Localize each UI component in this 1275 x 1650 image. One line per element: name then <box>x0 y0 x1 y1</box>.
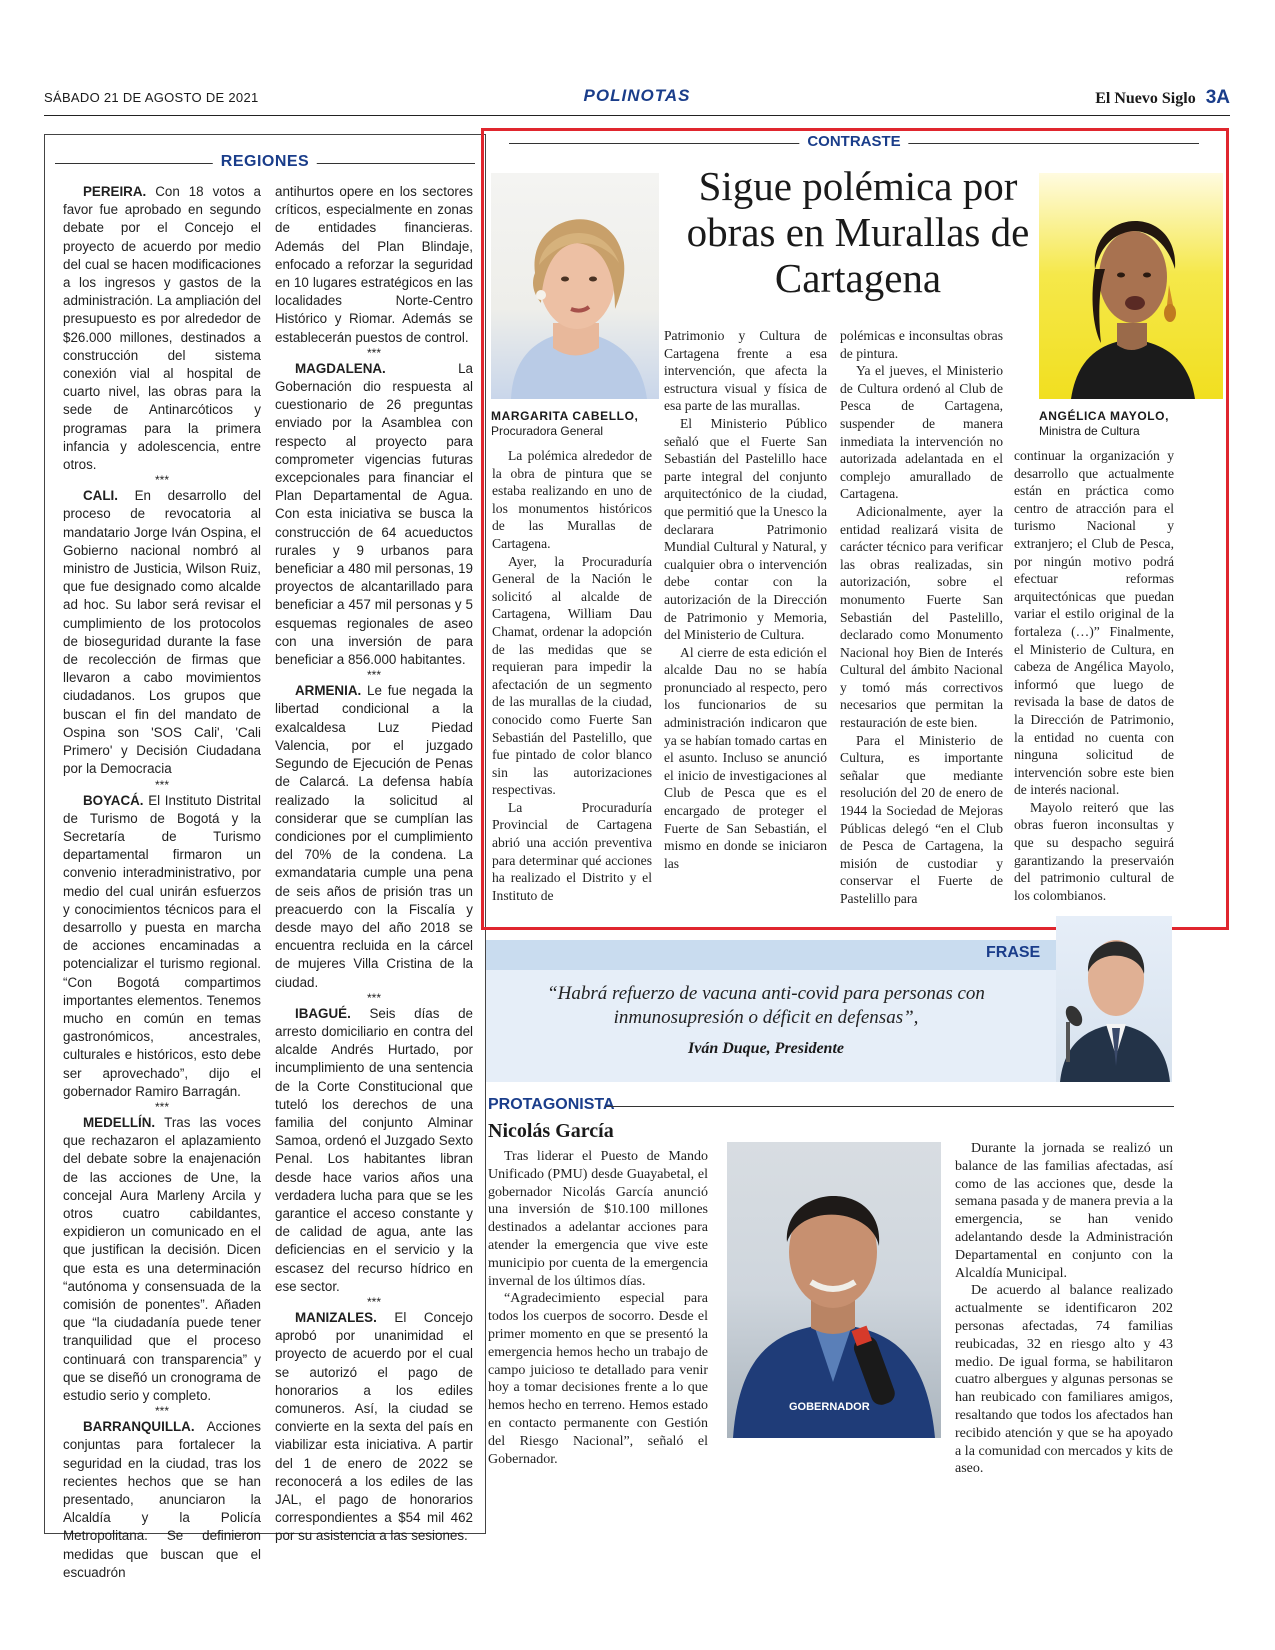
article-column-3: polémicas e inconsultas obras de pintura. Ya el jueves, el Ministerio de Cultura ordenó al Club de Pesca de Cartagena, suspender de manera inmediata la intervención no autorizada adelantada en el complejo amurallado de Cartagena. Adicionalmente, ayer la entidad realizará visita de carácter técnico para verificar las obras realizadas, sin autorización, sobre el monumento Fuerte San Sebastián del Pastelillo, declarado como Monumento Nacional hoy Bien de Interés Cultural del ámbito Nacional y tomó más correctivos necesarios que permitan la restauración de este bien. Para el Ministerio de Cultura, es importante señalar que mediante resolución del 20 de enero de 1944 la Sociedad de Mejoras Públicas delegó “en el Club de Pesca de Cartagena, la misión de custodiar y conservar el Fuerte de Pastelillo para <box>840 328 1003 906</box>
regiones-column-2 <box>275 183 473 1546</box>
separator: *** <box>366 990 381 1005</box>
regiones-heading: REGIONES <box>55 153 475 173</box>
separator: *** <box>154 1404 169 1419</box>
separator: *** <box>154 777 169 792</box>
article-column-4: continuar la organización y desarrollo que actualmente están en práctica como centro de atracción para el turismo Nacional y extranjero; el Club de Pesca, por ningún motivo podrá efectuar reformas arquitectónicas que puedan variar el estilo original de la fortaleza (…)” Finalmente, el Ministerio de Cultura, en cabeza de Angélica Mayolo, informó que luego de revisada la base de datos de la Dirección de Patrimonio, la entidad no cuenta con ninguna solicitud de intervención sobre este bien de interés nacional. Mayolo reiteró que las obras fueron inconsultas y que su despacho seguirá garantizando la preservaión del patrimonio cultural de los colombianos. <box>1014 448 1174 903</box>
contraste-article <box>481 128 1229 930</box>
nicolas-garcia-photo <box>727 1142 941 1438</box>
brief-pereira: PEREIRA. Con 18 votos a favor fue aprobado en segundo debate por el Concejo el proyecto de acuerdo por medio del cual se hacen modificaciones a los ingresos y gastos de la administración. La ampliación del presupuesto es por alrededor de $26.000 millones, destinados a construcción del sistema conexión vial al hospital de cuarto nivel, las obras para la sede de Antinarcóticos y programas para la primera infancia y adolescencia, entre otros. <box>63 184 261 473</box>
brief-barranquilla-continued: antihurtos opere en los sectores críticos, especialmente en zonas de entidades financieras. Además del Plan Blindaje, enfocado a reforzar la seguridad en 10 lugares estratégicos en las localidades Norte-Centro Histórico y Riomar. Además se establecerán puestos de control. <box>275 184 473 345</box>
brief-barranquilla: BARRANQUILLA. Acciones conjuntas para fortalecer la seguridad en la ciudad, tras los recientes hechos que se han presentado, anunciaron la Alcaldía y la Policía Metropolitana. Se definieron medidas que buscan que el escuadrón <box>63 1419 261 1580</box>
brief-cali: CALI. En desarrollo del proceso de revocatoria al mandatario Jorge Iván Ospina, el Gobierno nacional nombró al ministro de Justicia, Wilson Ruiz, que fue designado como alcalde ad hoc. Su labor será revisar el cumplimiento de los protocolos de bioseguridad durante la fase de recolección de firmas que llevaron a cabo movimientos ciudadanos. Los grupos que buscan el fin del mandato de Ospina son 'SOS Cali', 'Cali Primero' y Decisión Ciudadana por la Democracia <box>63 488 261 777</box>
vest-text: GOBERNADOR <box>789 1401 870 1413</box>
caption-cabello: MARGARITA CABELLO, Procuradora General <box>491 409 639 438</box>
brief-manizales: MANIZALES. El Concejo aprobó por unanimidad el proyecto de acuerdo por el cual se autorizó el pago de honorarios a los ediles comuneros. Así, la ciudad se convierte en la sexta del país en viabilizar esta iniciativa. A partir del 1 de enero de 2022 se reconocerá a los ediles de las JAL, el pago de honorarios correspondientes a $54 mil 462 por su asistencia a las sesiones. <box>275 1309 473 1544</box>
frase-heading: FRASE <box>986 944 1041 961</box>
masthead <box>1095 87 1230 109</box>
quote-text: “Habrá refuerzo de vacuna anti-covid para personas con inmunosupresión o déficit en defensas”, <box>547 983 985 1028</box>
page-header <box>44 86 1230 116</box>
article-column-2: Patrimonio y Cultura de Cartagena frente a esa intervención, que afecta la estructura visual y física de esa parte de las murallas. El Ministerio Público señaló que el Fuerte San Sebastián del Pastelillo hace parte integral del conjunto arquitectónico de la ciudad, que permitió que la Unesco la declarara Patrimonio Mundial Cultural y Natural, y cualquier obra o intervención debe contar con la autorización de la Dirección de Patrimonio y Memoria, del Ministerio de Cultura. Al cierre de esta edición el alcalde Dau no se había pronunciado al respecto, pero los funcionarios de su administración indicaron que ya se habían tomado cartas en el asunto. Incluso se anunció el inicio de investigaciones al Club de Pesca que es el encargado de proteger el Fuerte de San Sebastián, el mismo en donde se iniciaron las <box>664 328 827 871</box>
protagonista-name: Nicolás García <box>488 1120 614 1142</box>
protagonista-column-2: Durante la jornada se realizó un balance de las familias afectadas, así como de las acciones que, desde la semana pasada y de manera previa a la emergencia, se han venido adelantando desde la Administración Departamental en conjunto con la Alcaldía Municipal. De acuerdo al balance realizado actualmente se identificaron 202 personas afectadas, 74 familias reubicadas, 32 en riesgo alto y 43 medio. De igual forma, se habilitaron cuatro albergues y algunas personas se han reubicado con familiares amigos, resaltando que todos los afectados han recibido atención y que se ha apoyado a la comunidad con mercados y kits de aseo. <box>955 1141 1173 1477</box>
brief-boyaca: BOYACÁ. El Instituto Distrital de Turismo de Bogotá y la Secretaría de Turismo departamental firmaron un convenio interadministrativo, por medio del cual unirán esfuerzos y conocimientos técnicos para el desarrollo y puesta en marcha de acciones encaminadas a potencializar el turismo regional. “Con Bogotá compartimos importantes elementos. Tenemos mucho en común en temas gastronómicos, ancestrales, culturales e históricos, esto debe ser aprovechado”, dijo el gobernador Ramiro Barragán. <box>63 792 261 1099</box>
protagonista-heading: PROTAGONISTA <box>488 1096 1174 1116</box>
section-title: POLINOTAS <box>583 86 691 105</box>
article-column-1: La polémica alrededor de la obra de pintura que se estaba realizando en uno de los monumentos históricos de las Murallas de Cartagena. Ayer, la Procuraduría General de la Nación le solicitó al alcalde de Cartagena, William Dau Chamat, ordenar la adopción de las medidas que se requieran para impedir la afectación de un segmento de las murallas de la ciudad, conocido como Fuerte San Sebastián del Pastelillo, que fue pintado de color blanco sin las autorizaciones respectivas. La Procuraduría Provincial de Cartagena abrió una acción preventiva para determinar qué acciones ha realizado el Distrito y el Instituto de <box>492 448 652 903</box>
issue-date: SÁBADO 21 DE AGOSTO DE 2021 <box>44 90 259 105</box>
separator: *** <box>154 1099 169 1114</box>
ivan-duque-photo <box>1056 916 1172 1082</box>
brief-medellin: MEDELLÍN. Tras las voces que rechazaron el aplazamiento del debate sobre la enajenación de las acciones de Une, la concejal Aura Marleny Arcila y otros cuatro cabildantes, expidieron un comunicado en el que justifican la decisión. Dicen que esta es una determinación “autónoma y consensuada de la comisión de ponentes”. Añaden que “la ciudadanía puede tener tranquilidad que el proceso continuará con transparencia” y que se diseñó un cronograma de estudio serio y completo. <box>63 1114 261 1403</box>
page-number: 3A <box>1205 87 1230 108</box>
protagonista-column-1: Tras liderar el Puesto de Mando Unificado (PMU) desde Guayabetal, el gobernador Nicolás García anunció una inversión de $10.100 millones destinados a adelantar acciones para atender la emergencia que vive este municipio por cuenta de la emergencia invernal de los últimos días. “Agradecimiento especial para todos los cuerpos de socorro. Desde el primer momento en que se presentó la emergencia hemos hecho un trabajo de campo juicioso te detallado para venir hoy a tomar decisiones frente a lo que hemos hecho en terreno. Hemos estado en contacto permanente con Gestión del Riesgo Nacional”, señaló el Gobernador. <box>488 1149 708 1467</box>
newspaper-name: El Nuevo Siglo <box>1095 90 1196 107</box>
angelica-mayolo-photo <box>1039 173 1223 399</box>
separator: *** <box>154 473 169 488</box>
brief-ibague: IBAGUÉ. Seis días de arresto domiciliario en contra del alcalde Andrés Hurtado, por incumplimiento de una sentencia de la Corte Constitucional que tuteló los derechos de una familia del conjunto Alminar Samoa, ordenó el Juzgado Sexto Penal. Los habitantes libran desde hace varios años una verdadera lucha para que se les garantice el acceso constante y de calidad de agua, ante las deficiencias en el servicio y la escasez del recurso hídrico en ese sector. <box>275 1005 474 1294</box>
brief-magdalena: MAGDALENA. La Gobernación dio respuesta al cuestionario de 26 preguntas enviado por la Asamblea con respecto al proyecto para comprometer vigencias futuras excepcionales para financiar el Plan Departamental de Agua. Con esta iniciativa se busca la construcción de 64 acueductos rurales y 9 urbanos para beneficiar a 480 mil personas, 19 proyectos de alcantarillado para beneficiar a 457 mil personas y 5 esquemas regionales de aseo con una inversión de para beneficiar a 856.000 habitantes. <box>275 360 473 668</box>
caption-mayolo: ANGÉLICA MAYOLO, Ministra de Cultura <box>1039 409 1170 438</box>
regiones-column-1 <box>63 183 261 1582</box>
contraste-heading: CONTRASTE <box>509 133 1199 153</box>
regiones-box <box>44 134 486 1580</box>
margarita-cabello-photo <box>491 173 659 399</box>
separator: *** <box>366 345 381 360</box>
brief-armenia: ARMENIA. Le fue negada la libertad condicional a la exalcaldesa Luz Piedad Valencia, por el juzgado Segundo de Ejecución de Penas de Calarcá. La defensa había realizado la solicitud al considerar que se cumplían las condiciones por el cumplimiento del 70% de la condena. La exmandataria cumple una pena de seis años de prisión tras un preacuerdo con la Fiscalía y desde mayo del año 2018 se encuentra recluida en la cárcel de mujeres Villa Cristina de la ciudad. <box>275 683 473 990</box>
separator: *** <box>366 668 381 683</box>
article-headline: Sigue polémica por obras en Murallas de Cartagena <box>686 163 1030 301</box>
frase-box <box>486 940 1172 1082</box>
separator: *** <box>366 1294 381 1309</box>
quote-author: Iván Duque, Presidente <box>688 1040 844 1057</box>
